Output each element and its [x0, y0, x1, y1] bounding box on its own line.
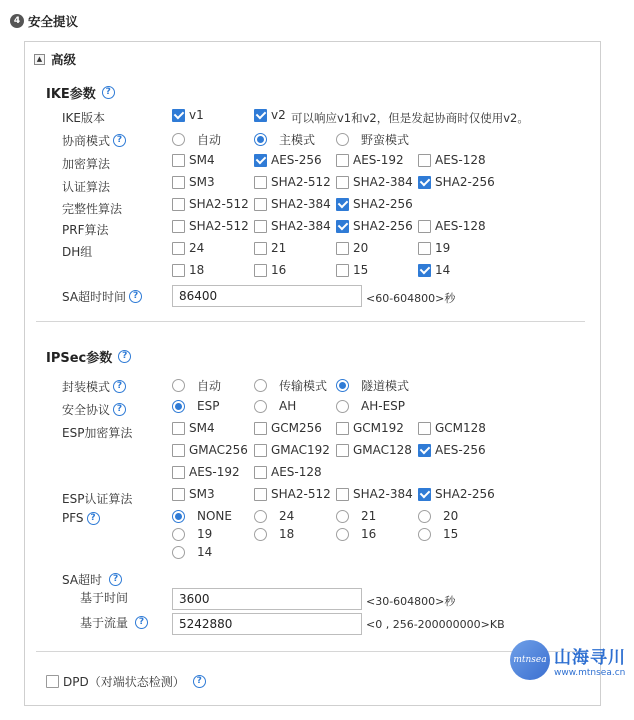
checkbox-checked-icon[interactable]	[336, 198, 349, 211]
option-label: 14	[435, 263, 451, 277]
ike-mode-label	[62, 132, 126, 149]
radio-selected-icon[interactable]	[172, 510, 185, 523]
ike-version-label: IKE版本	[62, 111, 105, 125]
option-label: AES-192	[189, 465, 240, 479]
option-label: SHA2-512	[271, 487, 331, 501]
ike-enc-aes192[interactable]	[336, 153, 404, 167]
watermark-url: www.mtnsea.cn	[554, 667, 626, 678]
option-label: GCM128	[435, 421, 486, 435]
ike-integrity-label: 完整性算法	[62, 202, 123, 216]
encap-transport[interactable]	[254, 377, 327, 394]
collapse-icon[interactable]: ▲	[34, 54, 45, 65]
protocol-ah[interactable]	[254, 399, 296, 413]
section-title: 安全提议	[28, 14, 79, 29]
esp-auth-sha256[interactable]	[418, 487, 495, 501]
encap-mode-label-text: 封装模式	[62, 380, 111, 394]
protocol-ah-esp[interactable]	[336, 399, 405, 413]
checkbox-icon[interactable]	[336, 154, 349, 167]
option-label: ESP	[197, 399, 220, 413]
option-label: AH	[279, 399, 297, 413]
ipsec-sa-timeout-label-text: SA超时	[62, 573, 103, 587]
ike-prf-label: PRF算法	[62, 223, 109, 237]
checkbox-icon[interactable]	[172, 488, 185, 501]
ike-int-sha384[interactable]	[254, 197, 331, 211]
encap-tunnel[interactable]	[336, 377, 409, 394]
help-icon[interactable]: ?	[113, 134, 126, 147]
ike-version-v1-label: v1	[189, 108, 204, 122]
help-icon[interactable]: ?	[129, 290, 142, 303]
ike-enc-label: 加密算法	[62, 157, 111, 171]
option-label: 20	[443, 509, 459, 523]
option-label: 24	[279, 509, 295, 523]
option-label: 20	[353, 241, 369, 255]
checkbox-checked-icon[interactable]	[254, 109, 267, 122]
checkbox-icon[interactable]	[254, 198, 267, 211]
sec-protocol-label-text: 安全协议	[62, 403, 111, 417]
esp-enc-gcm256[interactable]	[254, 421, 322, 435]
ike-auth-sha256[interactable]	[418, 175, 495, 189]
ike-dh-21[interactable]	[254, 241, 286, 255]
ike-enc-sm4[interactable]	[172, 153, 215, 167]
radio-icon[interactable]	[418, 528, 431, 541]
option-label: 15	[443, 527, 459, 541]
ike-prf-sha384[interactable]	[254, 219, 331, 233]
ike-mode-auto-label: 自动	[197, 133, 222, 147]
ike-version-v2[interactable]	[254, 108, 286, 122]
radio-icon[interactable]	[336, 400, 349, 413]
option-label: SM4	[189, 421, 215, 435]
checkbox-icon[interactable]	[336, 242, 349, 255]
sa-traffic-hint: <0 , 256-200000000>KB	[366, 618, 505, 631]
option-label: NONE	[197, 509, 232, 523]
protocol-esp[interactable]	[172, 399, 219, 413]
advanced-toggle[interactable]	[34, 50, 76, 68]
option-label: AES-192	[353, 153, 404, 167]
esp-enc-aes128[interactable]	[254, 465, 322, 479]
sec-protocol-label	[62, 401, 126, 418]
radio-icon[interactable]	[336, 528, 349, 541]
ike-title	[46, 83, 115, 102]
advanced-title: 高级	[51, 52, 77, 67]
dpd-label: DPD（对端状态检测）	[63, 675, 185, 689]
divider	[36, 651, 585, 652]
radio-icon[interactable]	[254, 528, 267, 541]
section-header	[10, 12, 78, 30]
divider	[36, 321, 585, 322]
pfs-16[interactable]	[336, 527, 376, 541]
pfs-20[interactable]	[418, 509, 458, 523]
checkbox-icon[interactable]	[172, 176, 185, 189]
radio-icon[interactable]	[172, 379, 185, 392]
help-icon[interactable]: ?	[135, 616, 148, 629]
option-label: AES-128	[435, 153, 486, 167]
ike-version-v2-label: v2	[271, 108, 286, 122]
checkbox-icon[interactable]	[418, 154, 431, 167]
option-label: 18	[189, 263, 205, 277]
ike-dh-14[interactable]	[418, 263, 450, 277]
ike-mode-main-label: 主模式	[279, 133, 316, 147]
ike-prf-sha256[interactable]	[336, 219, 413, 233]
pfs-21[interactable]	[336, 509, 376, 523]
option-label: 传输模式	[279, 379, 328, 393]
checkbox-icon[interactable]	[336, 422, 349, 435]
ike-sa-timeout-hint: <60-604800>秒	[366, 292, 456, 305]
radio-icon[interactable]	[418, 510, 431, 523]
option-label: 隧道模式	[361, 379, 410, 393]
esp-enc-label: ESP加密算法	[62, 426, 133, 440]
checkbox-icon[interactable]	[254, 176, 267, 189]
esp-auth-sm3[interactable]	[172, 487, 215, 501]
option-label: SM4	[189, 153, 215, 167]
ike-enc-aes256[interactable]	[254, 153, 322, 167]
pfs-label-text: PFS	[62, 511, 84, 525]
esp-enc-gmac192[interactable]	[254, 443, 330, 457]
pfs-15[interactable]	[418, 527, 458, 541]
sa-time-label: 基于时间	[80, 591, 129, 605]
checkbox-icon[interactable]	[254, 488, 267, 501]
option-label: SHA2-512	[189, 219, 249, 233]
option-label: SHA2-384	[353, 487, 413, 501]
pfs-18[interactable]	[254, 527, 294, 541]
checkbox-icon[interactable]	[336, 488, 349, 501]
ike-version-note: 可以响应v1和v2，但是发起协商时仅使用v2。	[291, 111, 529, 125]
checkbox-icon[interactable]	[172, 466, 185, 479]
option-label: 16	[361, 527, 377, 541]
ike-sa-timeout-label	[62, 288, 142, 305]
option-label: SHA2-512	[189, 197, 249, 211]
option-label: 16	[271, 263, 287, 277]
sa-traffic-label-text: 基于流量	[80, 616, 129, 630]
ike-auth-sha384[interactable]	[336, 175, 413, 189]
checkbox-icon[interactable]	[336, 264, 349, 277]
ike-prf-sha512[interactable]	[172, 219, 249, 233]
pfs-none[interactable]	[172, 509, 232, 523]
option-label: SHA2-384	[271, 219, 331, 233]
section-number-badge: 4	[10, 14, 24, 28]
checkbox-icon[interactable]	[172, 198, 185, 211]
ike-sa-timeout-label-text: SA超时时间	[62, 290, 127, 304]
option-label: SHA2-256	[353, 197, 413, 211]
help-icon[interactable]: ?	[87, 512, 100, 525]
checkbox-icon[interactable]	[254, 466, 267, 479]
ike-prf-aes128[interactable]	[418, 219, 486, 233]
ike-mode-main[interactable]	[254, 131, 315, 148]
watermark-text	[554, 643, 626, 678]
ike-auth-sha512[interactable]	[254, 175, 331, 189]
esp-enc-gmac128[interactable]	[336, 443, 412, 457]
option-label: GCM256	[271, 421, 322, 435]
radio-icon[interactable]	[254, 510, 267, 523]
sa-time-hint: <30-604800>秒	[366, 595, 456, 608]
ike-dh-18[interactable]	[172, 263, 204, 277]
help-icon[interactable]: ?	[102, 86, 115, 99]
option-label: 18	[279, 527, 295, 541]
option-label: 自动	[197, 379, 222, 393]
option-label: AES-256	[271, 153, 322, 167]
esp-enc-gmac256[interactable]	[172, 443, 248, 457]
checkbox-checked-icon[interactable]	[336, 220, 349, 233]
option-label: AES-256	[435, 443, 486, 457]
option-label: GCM192	[353, 421, 404, 435]
option-label: 21	[271, 241, 287, 255]
ike-mode-auto[interactable]	[172, 131, 221, 148]
ipsec-title-text: IPSec参数	[46, 351, 113, 366]
radio-icon[interactable]	[254, 379, 267, 392]
checkbox-icon[interactable]	[46, 675, 59, 688]
radio-selected-icon[interactable]	[254, 133, 267, 146]
checkbox-icon[interactable]	[254, 444, 267, 457]
watermark-logo: mtnsea	[510, 640, 550, 680]
option-label: AES-128	[271, 465, 322, 479]
checkbox-checked-icon[interactable]	[418, 176, 431, 189]
help-icon[interactable]: ?	[109, 573, 122, 586]
encap-mode-label	[62, 378, 126, 395]
ike-dh-24[interactable]	[172, 241, 204, 255]
ike-mode-label-text: 协商模式	[62, 134, 111, 148]
checkbox-icon[interactable]	[254, 220, 267, 233]
checkbox-checked-icon[interactable]	[418, 264, 431, 277]
checkbox-icon[interactable]	[172, 220, 185, 233]
option-label: GMAC192	[271, 443, 330, 457]
option-label: SHA2-256	[435, 487, 495, 501]
option-label: SHA2-384	[353, 175, 413, 189]
option-label: 15	[353, 263, 369, 277]
ike-dh-15[interactable]	[336, 263, 368, 277]
ike-mode-aggressive-label: 野蛮模式	[361, 133, 410, 147]
esp-auth-sha512[interactable]	[254, 487, 331, 501]
option-label: AES-128	[435, 219, 486, 233]
help-icon[interactable]: ?	[193, 675, 206, 688]
option-label: 19	[197, 527, 213, 541]
option-label: 24	[189, 241, 205, 255]
ipsec-sa-timeout-label	[62, 571, 122, 588]
radio-icon[interactable]	[172, 546, 185, 559]
esp-auth-label: ESP认证算法	[62, 492, 133, 506]
checkbox-icon[interactable]	[172, 264, 185, 277]
ipsec-title	[46, 347, 131, 366]
esp-auth-sha384[interactable]	[336, 487, 413, 501]
checkbox-icon[interactable]	[254, 242, 267, 255]
checkbox-icon[interactable]	[336, 444, 349, 457]
watermark-title: 山海寻川	[554, 647, 626, 668]
ike-sa-timeout-input[interactable]	[172, 285, 362, 307]
checkbox-icon[interactable]	[418, 422, 431, 435]
checkbox-icon[interactable]	[172, 422, 185, 435]
checkbox-icon[interactable]	[172, 242, 185, 255]
radio-icon[interactable]	[172, 528, 185, 541]
option-label: GMAC128	[353, 443, 412, 457]
checkbox-checked-icon[interactable]	[418, 444, 431, 457]
radio-icon[interactable]	[172, 133, 185, 146]
pfs-label	[62, 511, 100, 525]
ike-dh-label: DH组	[62, 245, 93, 259]
sa-time-input[interactable]	[172, 588, 362, 610]
checkbox-checked-icon[interactable]	[418, 488, 431, 501]
esp-enc-gcm128[interactable]	[418, 421, 486, 435]
ike-dh-19[interactable]	[418, 241, 450, 255]
watermark	[510, 640, 626, 680]
checkbox-icon[interactable]	[418, 242, 431, 255]
option-label: SM3	[189, 175, 215, 189]
option-label: 19	[435, 241, 451, 255]
ike-dh-20[interactable]	[336, 241, 368, 255]
option-label: SM3	[189, 487, 215, 501]
checkbox-icon[interactable]	[172, 154, 185, 167]
radio-selected-icon[interactable]	[336, 379, 349, 392]
option-label: SHA2-256	[353, 219, 413, 233]
esp-enc-aes256[interactable]	[418, 443, 486, 457]
esp-enc-aes192[interactable]	[172, 465, 240, 479]
help-icon[interactable]: ?	[113, 380, 126, 393]
option-label: GMAC256	[189, 443, 248, 457]
radio-icon[interactable]	[336, 510, 349, 523]
checkbox-checked-icon[interactable]	[172, 109, 185, 122]
ike-auth-sm3[interactable]	[172, 175, 215, 189]
ike-int-sha256[interactable]	[336, 197, 413, 211]
ike-mode-aggressive[interactable]	[336, 131, 409, 148]
checkbox-icon[interactable]	[254, 422, 267, 435]
ike-title-text: IKE参数	[46, 87, 96, 102]
checkbox-icon[interactable]	[418, 220, 431, 233]
option-label: SHA2-512	[271, 175, 331, 189]
option-label: SHA2-384	[271, 197, 331, 211]
sa-traffic-input[interactable]	[172, 613, 362, 635]
pfs-24[interactable]	[254, 509, 294, 523]
checkbox-checked-icon[interactable]	[254, 154, 267, 167]
option-label: 21	[361, 509, 377, 523]
ike-enc-aes128[interactable]	[418, 153, 486, 167]
checkbox-icon[interactable]	[172, 444, 185, 457]
encap-auto[interactable]	[172, 377, 221, 394]
help-icon[interactable]: ?	[118, 350, 131, 363]
ike-auth-label: 认证算法	[62, 180, 111, 194]
esp-enc-gcm192[interactable]	[336, 421, 404, 435]
checkbox-icon[interactable]	[254, 264, 267, 277]
ike-dh-16[interactable]	[254, 263, 286, 277]
sa-traffic-label	[80, 614, 148, 631]
ike-int-sha512[interactable]	[172, 197, 249, 211]
dpd-checkbox[interactable]	[46, 673, 206, 690]
radio-selected-icon[interactable]	[172, 400, 185, 413]
esp-enc-sm4[interactable]	[172, 421, 215, 435]
option-label: SHA2-256	[435, 175, 495, 189]
option-label: 14	[197, 545, 213, 559]
help-icon[interactable]: ?	[113, 403, 126, 416]
option-label: AH-ESP	[361, 399, 405, 413]
radio-icon[interactable]	[336, 133, 349, 146]
checkbox-icon[interactable]	[336, 176, 349, 189]
pfs-19[interactable]	[172, 527, 212, 541]
radio-icon[interactable]	[254, 400, 267, 413]
pfs-14[interactable]	[172, 545, 212, 559]
ike-version-v1[interactable]	[172, 108, 204, 122]
